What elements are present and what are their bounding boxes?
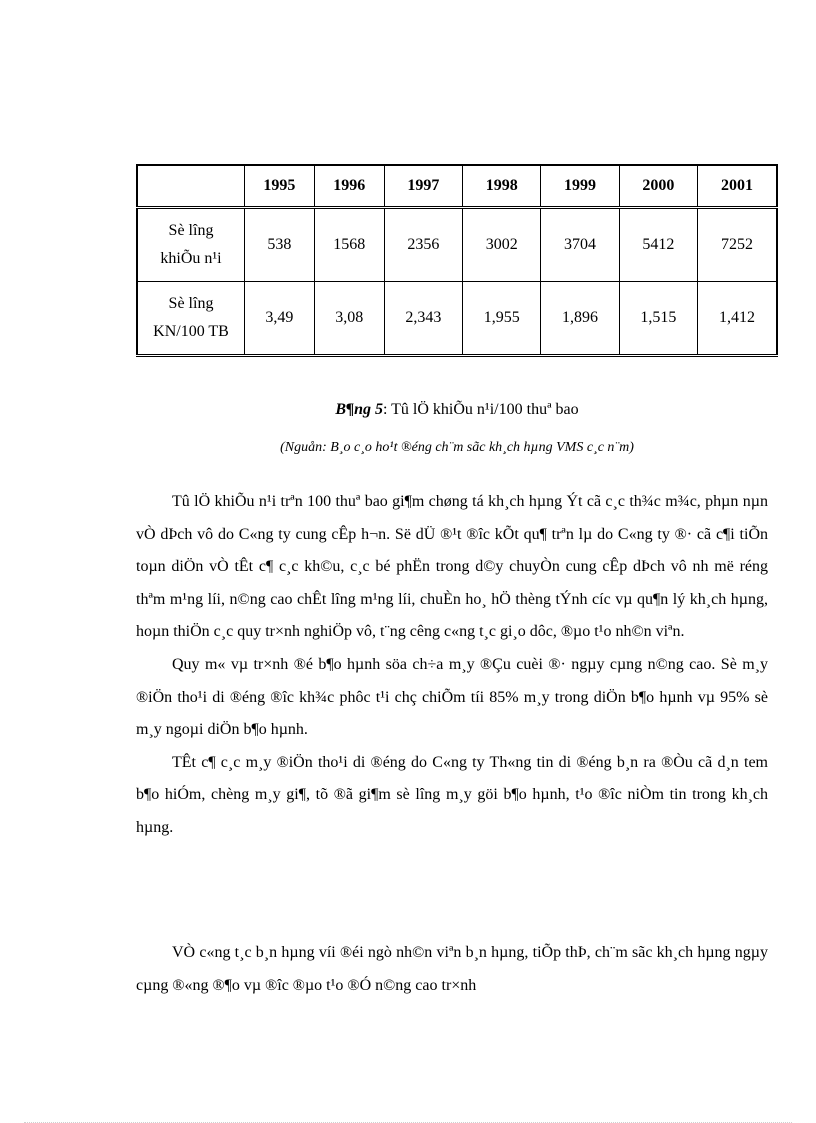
table-cell: 2,343 (384, 282, 462, 356)
caption-text: : Tû lÖ khiÕu n¹i/100 thuª bao (383, 401, 579, 418)
paragraph: Quy m« vµ tr×nh ®é b¶o hµnh söa ch÷a m¸y ®Çu cuèi ®· ngµy cµng n©ng cao. Sè m¸y ®iÖn tho¹i di ®éng ®îc kh¾c phôc t¹i chç chiÕm tíi 85% m¸y trong diÖn b¶o hµnh vµ 95% sè m¸y ngoµi diÖn b¶o hµnh. (136, 655, 768, 739)
table-cell: 1,412 (698, 282, 777, 356)
year-header: 1999 (541, 165, 619, 208)
table-cell: 1,896 (541, 282, 619, 356)
row-label (137, 282, 245, 356)
table-cell: 3002 (463, 208, 541, 282)
year-header: 2001 (698, 165, 777, 208)
year-header: 1998 (463, 165, 541, 208)
table-cell: 5412 (619, 208, 697, 282)
table-cell: 7252 (698, 208, 777, 282)
body-section-2 (136, 937, 768, 1002)
body-section-1 (136, 486, 768, 845)
table-source: (Nguån: B¸o c¸o ho¹t ®éng ch¨m sãc kh¸ch hµng VMS c¸c n¨m) (280, 440, 634, 455)
table-cell: 538 (245, 208, 315, 282)
table-cell: 3,08 (314, 282, 384, 356)
table-corner-cell (137, 165, 245, 208)
paragraph: TÊt c¶ c¸c m¸y ®iÖn tho¹i di ®éng do C«ng ty Th«ng tin di ®éng b¸n ra ®Òu cã d¸n tem b¶o hiÓm, chèng m¸y gi¶, tõ ®ã gi¶m sè lîng m¸y göi b¶o hµnh, t¹o ®îc niÒm tin trong kh¸ch hµng. (136, 753, 768, 836)
table-header-row (137, 165, 777, 208)
table-cell: 1568 (314, 208, 384, 282)
row-label (137, 208, 245, 282)
table-cell: 3,49 (245, 282, 315, 356)
year-header: 1996 (314, 165, 384, 208)
complaint-rate-table (136, 164, 778, 357)
year-header: 2000 (619, 165, 697, 208)
year-header: 1997 (384, 165, 462, 208)
paragraph: Tû lÖ khiÕu n¹i trªn 100 thuª bao gi¶m chøng tá kh¸ch hµng Ýt cã c¸c th¾c m¾c, phµn nµn vÒ dÞch vô do C«ng ty cung cÊp h¬n. Së dÜ ®¹t ®îc kÕt qu¶ trªn lµ do C«ng ty ®· cã c¶i tiÕn toµn diÖn vÒ tÊt c¶ c¸c kh©u, c¸c bé phËn trong d©y chuyÒn cung cÊp dÞch vô nh më réng thªm m¹ng líi, n©ng cao chÊt lîng m¹ng líi, chuÈn ho¸ hÖ thèng tÝnh cíc vµ qu¶n lý kh¸ch hµng, hoµn thiÖn c¸c quy tr×nh nghiÖp vô, t¨ng cêng c«ng t¸c gi¸o dôc, ®µo t¹o nh©n viªn. (136, 493, 768, 641)
table-row (137, 282, 777, 356)
row-label-line: khiÕu n¹i (160, 250, 222, 267)
row-label-line: Sè lîng (168, 222, 214, 239)
table-cell: 2356 (384, 208, 462, 282)
table-caption (136, 401, 778, 419)
row-label-line: KN/100 TB (153, 323, 229, 340)
table-cell: 3704 (541, 208, 619, 282)
caption-label: B¶ng 5 (335, 401, 383, 418)
table-cell: 1,955 (463, 282, 541, 356)
paragraph: VÒ c«ng t¸c b¸n hµng víi ®éi ngò nh©n viªn b¸n hµng, tiÕp thÞ, ch¨m sãc kh¸ch hµng ngµy cµng ®«ng ®¶o vµ ®îc ®µo t¹o ®Ó n©ng cao tr×nh (136, 944, 768, 994)
table-row (137, 208, 777, 282)
table-cell: 1,515 (619, 282, 697, 356)
year-header: 1995 (245, 165, 315, 208)
row-label-line: Sè lîng (168, 295, 214, 312)
